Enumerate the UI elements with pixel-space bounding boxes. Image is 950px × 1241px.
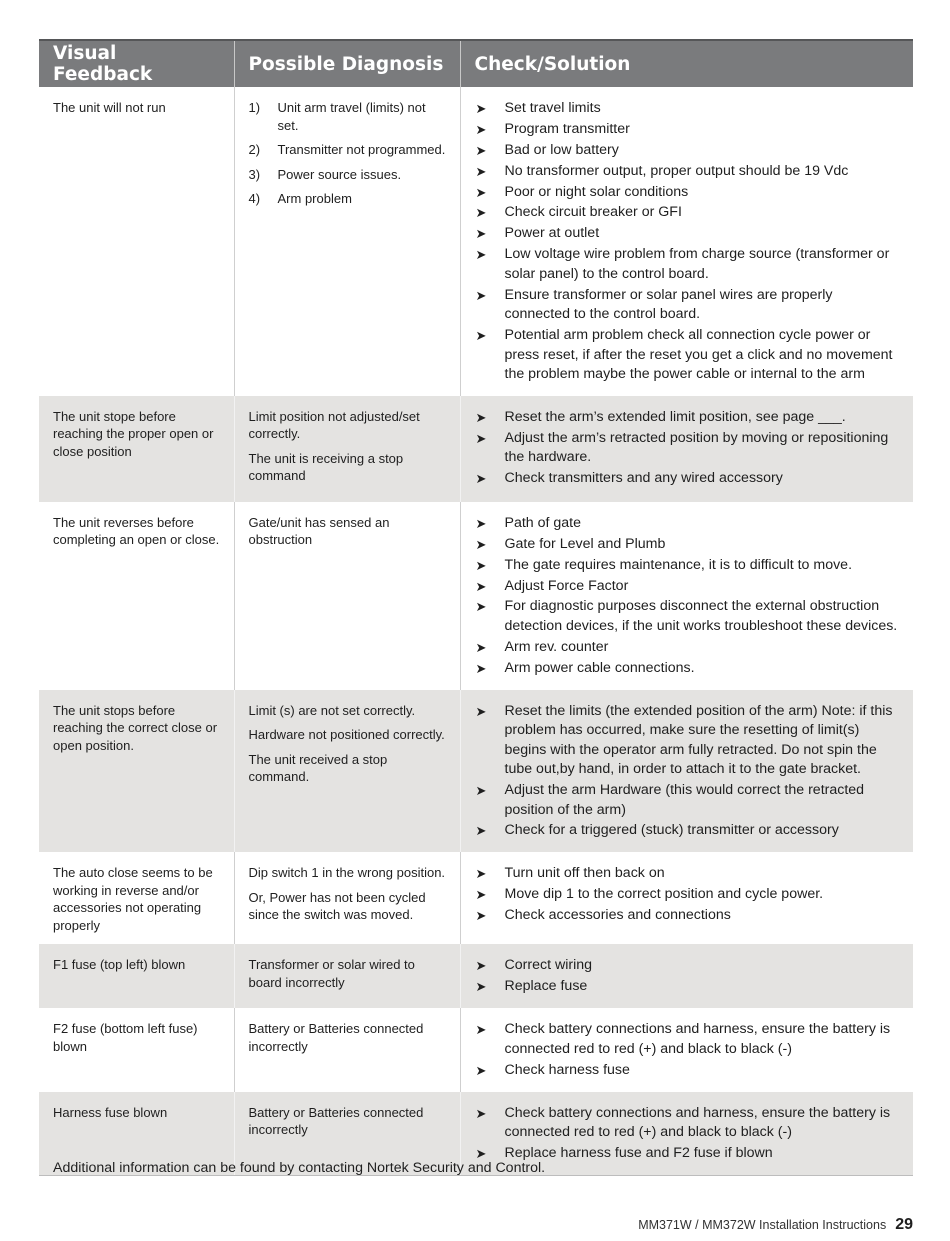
solution-item xyxy=(476,1061,900,1081)
solution-text: Check battery connections and harness, ensure the battery is connected red to red (+) and black to black (-) xyxy=(504,1021,891,1057)
table-row xyxy=(39,690,913,853)
feedback-cell: The unit stops before reaching the correct close or open position. xyxy=(39,690,234,853)
arrow-bullet-icon: ➤ xyxy=(475,1062,487,1078)
solution-list xyxy=(475,408,900,489)
diagnosis-text: Transformer or solar wired to board incorrectly xyxy=(248,957,415,990)
table-header-row xyxy=(39,40,913,87)
solution-text: Path of gate xyxy=(504,514,582,531)
footer-doc-title: MM371W / MM372W Installation Instructions xyxy=(638,1218,887,1232)
solution-item xyxy=(476,535,900,555)
diagnosis-text: Dip switch 1 in the wrong position. xyxy=(248,865,446,881)
solution-item xyxy=(476,1104,900,1143)
solution-cell xyxy=(460,944,913,1008)
diagnosis-cell xyxy=(234,396,460,502)
header-possible-diagnosis: Possible Diagnosis xyxy=(234,40,460,87)
solution-text: Check harness fuse xyxy=(504,1061,630,1078)
diagnosis-text: Unit arm travel (limits) not set. xyxy=(277,100,426,133)
solution-text: Arm rev. counter xyxy=(504,638,609,655)
solution-cell xyxy=(460,87,913,396)
solution-list xyxy=(475,1104,900,1164)
solution-text: Program transmitter xyxy=(504,120,630,137)
solution-list xyxy=(475,702,900,841)
solution-text: Low voltage wire problem from charge source (transformer or solar panel) to the control board. xyxy=(504,246,890,282)
diagnosis-text: Transmitter not programmed. xyxy=(277,142,446,157)
arrow-bullet-icon: ➤ xyxy=(475,823,487,839)
solution-text: Arm power cable connections. xyxy=(504,659,695,676)
solution-item xyxy=(476,956,900,976)
solution-cell xyxy=(460,1008,913,1091)
feedback-cell: F2 fuse (bottom left fuse) blown xyxy=(53,1021,198,1054)
diagnosis-number: 1) xyxy=(248,100,261,115)
arrow-bullet-icon: ➤ xyxy=(475,515,487,531)
arrow-bullet-icon: ➤ xyxy=(475,979,487,995)
solution-cell xyxy=(460,690,913,853)
solution-text: Bad or low battery xyxy=(504,141,619,158)
solution-text: Gate for Level and Plumb xyxy=(504,535,666,552)
solution-text: Poor or night solar conditions xyxy=(504,183,689,200)
arrow-bullet-icon: ➤ xyxy=(475,599,487,615)
solution-text: Replace fuse xyxy=(504,978,588,995)
arrow-bullet-icon: ➤ xyxy=(475,121,487,137)
header-check-solution: Check/Solution xyxy=(460,40,913,87)
solution-text: Check battery connections and harness, ensure the battery is connected red to red (+) and black to black (-) xyxy=(504,1104,891,1141)
solution-item xyxy=(476,906,900,926)
arrow-bullet-icon: ➤ xyxy=(475,226,487,242)
diagnosis-text: Limit position not adjusted/set correctly. xyxy=(248,408,420,442)
arrow-bullet-icon: ➤ xyxy=(475,536,487,552)
solution-text: Potential arm problem check all connection cycle power or press reset, if after the reset you get a click and no movement the problem maybe the power cable or internal to the arm xyxy=(504,327,893,383)
feedback-cell: F1 fuse (top left) blown xyxy=(39,944,234,1008)
feedback-cell: Harness fuse blown xyxy=(39,1092,234,1176)
arrow-bullet-icon: ➤ xyxy=(475,430,487,446)
arrow-bullet-icon: ➤ xyxy=(475,1145,487,1161)
table-row xyxy=(39,1008,913,1091)
arrow-bullet-icon: ➤ xyxy=(475,142,487,158)
arrow-bullet-icon: ➤ xyxy=(475,908,487,924)
diagnosis-cell xyxy=(234,502,460,690)
solution-list xyxy=(475,1020,900,1080)
table-row xyxy=(39,502,913,690)
solution-text: Adjust Force Factor xyxy=(504,577,629,594)
diagnosis-text: Arm problem xyxy=(277,191,352,206)
diagnosis-text: Power source issues. xyxy=(277,166,402,182)
footnote: Additional information can be found by contacting Nortek Security and Control. xyxy=(53,1160,546,1176)
solution-cell xyxy=(460,396,913,502)
solution-item xyxy=(476,469,900,489)
diagnosis-text: Hardware not positioned correctly. xyxy=(248,727,445,743)
solution-text: Check accessories and connections xyxy=(504,907,731,924)
diagnosis-item xyxy=(249,141,446,159)
solution-text: Reset the arm’s extended limit position, see page ___. xyxy=(504,408,846,425)
diagnosis-text: Or, Power has not been cycled since the switch was moved. xyxy=(248,889,426,923)
diagnosis-text: The unit received a stop command. xyxy=(248,751,388,785)
solution-item xyxy=(476,120,900,140)
diagnosis-cell xyxy=(234,852,460,944)
diagnosis-number: 2) xyxy=(248,142,261,157)
solution-item xyxy=(476,577,900,597)
solution-item xyxy=(476,408,900,428)
solution-text: Check for a triggered (stuck) transmitter or accessory xyxy=(504,822,839,839)
table-row xyxy=(39,852,913,944)
arrow-bullet-icon: ➤ xyxy=(475,205,487,221)
solution-item xyxy=(476,1020,900,1059)
diagnosis-text: The unit is receiving a stop command xyxy=(248,450,404,484)
arrow-bullet-icon: ➤ xyxy=(475,578,487,594)
solution-text: The gate requires maintenance, it is to difficult to move. xyxy=(504,556,853,573)
arrow-bullet-icon: ➤ xyxy=(475,1105,487,1121)
arrow-bullet-icon: ➤ xyxy=(475,639,487,655)
solution-item xyxy=(476,597,900,636)
solution-item xyxy=(476,286,900,325)
arrow-bullet-icon: ➤ xyxy=(475,184,487,200)
solution-text: Correct wiring xyxy=(504,957,593,974)
solution-item xyxy=(476,702,900,780)
arrow-bullet-icon: ➤ xyxy=(475,409,487,425)
solution-item xyxy=(476,885,900,905)
solution-text: No transformer output, proper output should be 19 Vdc xyxy=(504,162,849,179)
solution-item xyxy=(476,224,900,244)
solution-list xyxy=(475,514,900,678)
troubleshooting-table xyxy=(39,39,913,1176)
solution-item xyxy=(476,864,900,884)
table-row xyxy=(39,396,913,502)
solution-text: Check transmitters and any wired accessory xyxy=(504,470,783,487)
arrow-bullet-icon: ➤ xyxy=(475,163,487,179)
solution-list xyxy=(475,99,900,385)
solution-text: Ensure transformer or solar panel wires are properly connected to the control board. xyxy=(504,286,833,323)
arrow-bullet-icon: ➤ xyxy=(475,703,487,719)
diagnosis-cell xyxy=(234,944,460,1008)
solution-item xyxy=(476,183,900,203)
arrow-bullet-icon: ➤ xyxy=(475,887,487,903)
solution-text: Turn unit off then back on xyxy=(504,865,665,882)
solution-text: Adjust the arm Hardware (this would correct the retracted position of the arm) xyxy=(504,782,865,818)
arrow-bullet-icon: ➤ xyxy=(475,1022,487,1038)
solution-list xyxy=(475,864,900,925)
arrow-bullet-icon: ➤ xyxy=(475,328,487,344)
diagnosis-text: Battery or Batteries connected incorrectly xyxy=(248,1104,424,1138)
arrow-bullet-icon: ➤ xyxy=(475,101,487,116)
arrow-bullet-icon: ➤ xyxy=(475,783,487,799)
solution-list xyxy=(475,956,900,996)
solution-item xyxy=(476,781,900,820)
solution-item xyxy=(476,659,900,679)
solution-item xyxy=(476,99,900,119)
diagnosis-text: Limit (s) are not set correctly. xyxy=(248,702,416,718)
solution-item xyxy=(476,556,900,576)
table-row xyxy=(39,944,913,1008)
solution-item xyxy=(476,326,900,385)
solution-item xyxy=(476,821,900,841)
arrow-bullet-icon: ➤ xyxy=(475,660,487,676)
arrow-bullet-icon: ➤ xyxy=(475,287,487,303)
solution-cell xyxy=(460,852,913,944)
arrow-bullet-icon: ➤ xyxy=(475,471,487,487)
table-row xyxy=(39,87,913,396)
arrow-bullet-icon: ➤ xyxy=(475,958,487,974)
solution-text: Adjust the arm’s retracted position by moving or repositioning the hardware. xyxy=(504,429,889,466)
feedback-cell: The auto close seems to be working in reverse and/or accessories not operating properly xyxy=(53,865,213,933)
page-footer xyxy=(638,1216,913,1234)
solution-item xyxy=(476,638,900,658)
solution-text: For diagnostic purposes disconnect the external obstruction detection devices, if the unit works troubleshoot these devices. xyxy=(504,598,898,634)
arrow-bullet-icon: ➤ xyxy=(475,866,487,882)
solution-cell xyxy=(460,502,913,690)
solution-text: Set travel limits xyxy=(504,100,601,116)
solution-item xyxy=(476,429,900,468)
solution-item xyxy=(476,514,900,534)
solution-item xyxy=(476,162,900,182)
arrow-bullet-icon: ➤ xyxy=(475,557,487,573)
solution-text: Move dip 1 to the correct position and cycle power. xyxy=(504,886,824,903)
diagnosis-item xyxy=(249,99,446,134)
feedback-cell: The unit reverses before completing an open or close. xyxy=(53,514,220,548)
diagnosis-number: 3) xyxy=(248,166,261,182)
header-visual-feedback: Visual Feedback xyxy=(39,40,234,87)
diagnosis-item xyxy=(249,166,446,184)
solution-text: Check circuit breaker or GFI xyxy=(504,204,682,221)
solution-item xyxy=(476,141,900,161)
diagnosis-cell xyxy=(234,87,460,396)
diagnosis-text: Battery or Batteries connected incorrectly xyxy=(248,1021,424,1054)
diagnosis-list xyxy=(249,99,446,208)
diagnosis-text: Gate/unit has sensed an obstruction xyxy=(248,514,390,548)
solution-item xyxy=(476,977,900,997)
diagnosis-cell xyxy=(234,690,460,853)
page-number: 29 xyxy=(895,1216,913,1233)
arrow-bullet-icon: ➤ xyxy=(475,247,487,263)
solution-text: Power at outlet xyxy=(504,225,600,242)
diagnosis-item xyxy=(249,190,446,208)
feedback-cell: The unit stope before reaching the proper open or close position xyxy=(39,396,234,502)
solution-item xyxy=(476,203,900,223)
solution-item xyxy=(476,245,900,284)
diagnosis-cell xyxy=(234,1008,460,1091)
feedback-cell: The unit will not run xyxy=(53,100,166,115)
solution-text: Replace harness fuse and F2 fuse if blown xyxy=(504,1144,773,1161)
diagnosis-number: 4) xyxy=(248,191,261,206)
solution-text: Reset the limits (the extended position of the arm) Note: if this problem has occurred, make sure the resetting of limit(s) begins with the operator arm fully retracted. Do not spin the tube out,by hand, in order to attach it to the gate bracket. xyxy=(504,702,893,778)
